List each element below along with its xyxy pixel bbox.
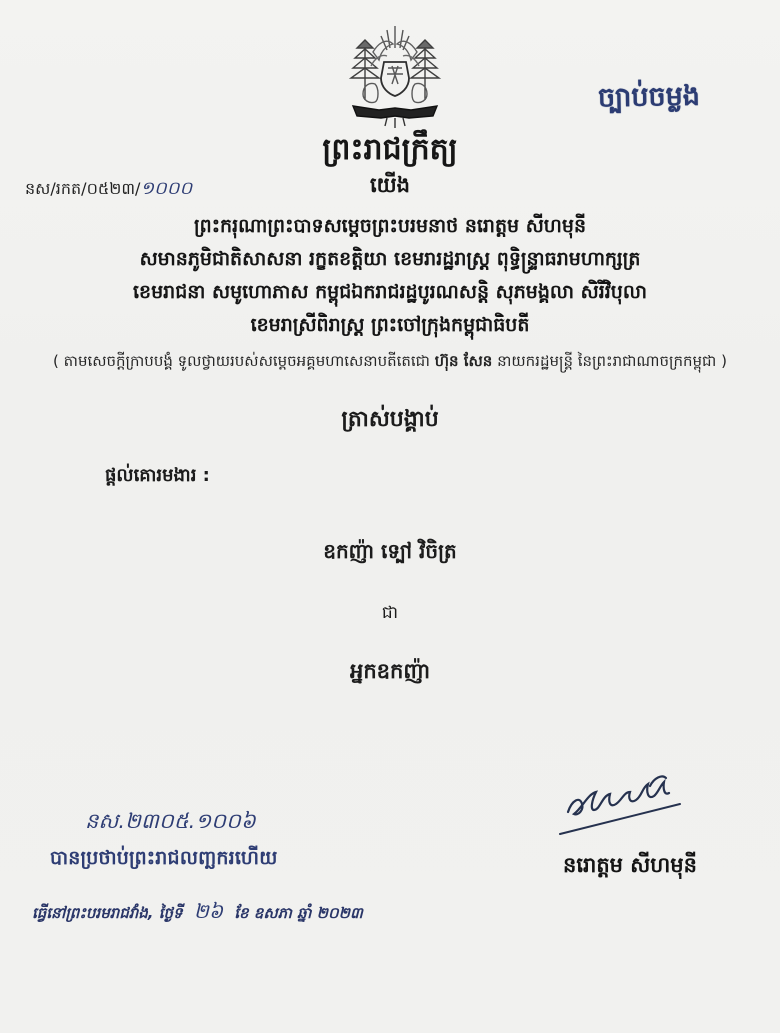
preamble-open: ( តាមសេចក្តីក្រាបបង្គំ ទូលថ្វាយរបស់សម្តេចអគ្គមហាសេនាបតីតេជោ: [53, 352, 435, 370]
handwritten-archive-ref: នស.២៣០៥.១០០៦: [85, 809, 256, 833]
royal-title-line: ខេមរាជនា សមូហោភាស កម្ពុជឯករាជរដ្ឋបូរណសន្តិ សុភមង្គលា សិរីវិបុលា: [133, 281, 647, 303]
copy-certification-stamp: ច្បាប់ចម្លង: [597, 80, 701, 114]
place-date-suffix: ខែ ឧសភា ឆ្នាំ ២០២៣: [234, 904, 363, 922]
granted-title: អ្នកឧកញ៉ា: [350, 659, 430, 683]
royal-seal-note: បានប្រថាប់ព្រះរាជលញ្ឆករហើយ: [50, 847, 278, 869]
as-word: ជា: [381, 603, 399, 623]
order-heading: ត្រាស់បង្គាប់: [341, 407, 439, 432]
royal-title-line: ព្រះករុណាព្រះបាទសម្តេចព្រះបរមនាថ នរោត្តម សីហមុនី: [193, 215, 587, 237]
prime-minister-name: ហ៊ុន សែន: [434, 352, 493, 370]
royal-title-line: សមានភូមិជាតិសាសនា រក្ខតខត្តិយា ខេមរារដ្ឋរាស្ត្រ ពុទ្ធិន្ទ្រាធរាមហាក្សត្រ: [139, 248, 641, 270]
place-date-line: [32, 898, 452, 928]
preamble-line: [10, 352, 770, 374]
signer-name: នរោត្តម សីហមុនី: [563, 853, 697, 877]
recipient-name: ឧកញ៉ា ទ្បៅ វិចិត្រ: [323, 539, 457, 563]
place-date-prefix: ធ្វើនៅព្រះបរមរាជវាំង, ថ្ងៃទី: [32, 904, 183, 922]
royal-signature: [530, 770, 750, 860]
royal-title-line: ខេមរាស្រីពិរាស្ត្រ ព្រះចៅក្រុងកម្ពុជាធិបតី: [250, 314, 530, 336]
royal-full-title: [20, 210, 760, 342]
reference-number-handwritten: ១០០០: [140, 178, 193, 199]
decree-subtitle-we: យើង: [370, 173, 410, 197]
royal-arms-of-cambodia-icon: [335, 22, 455, 130]
reference-number: [25, 176, 192, 203]
day-number-handwritten: ២៦: [193, 899, 224, 923]
grant-title-label: ផ្តល់គោរមងារ :: [105, 465, 210, 486]
decree-title: ព្រះរាជក្រឹត្យ: [322, 132, 458, 167]
reference-prefix: នស/រកត/០៥២៣/: [25, 179, 141, 198]
preamble-close: នាយករដ្ឋមន្ត្រី នៃព្រះរាជាណាចក្រកម្ពុជា ): [492, 352, 727, 370]
